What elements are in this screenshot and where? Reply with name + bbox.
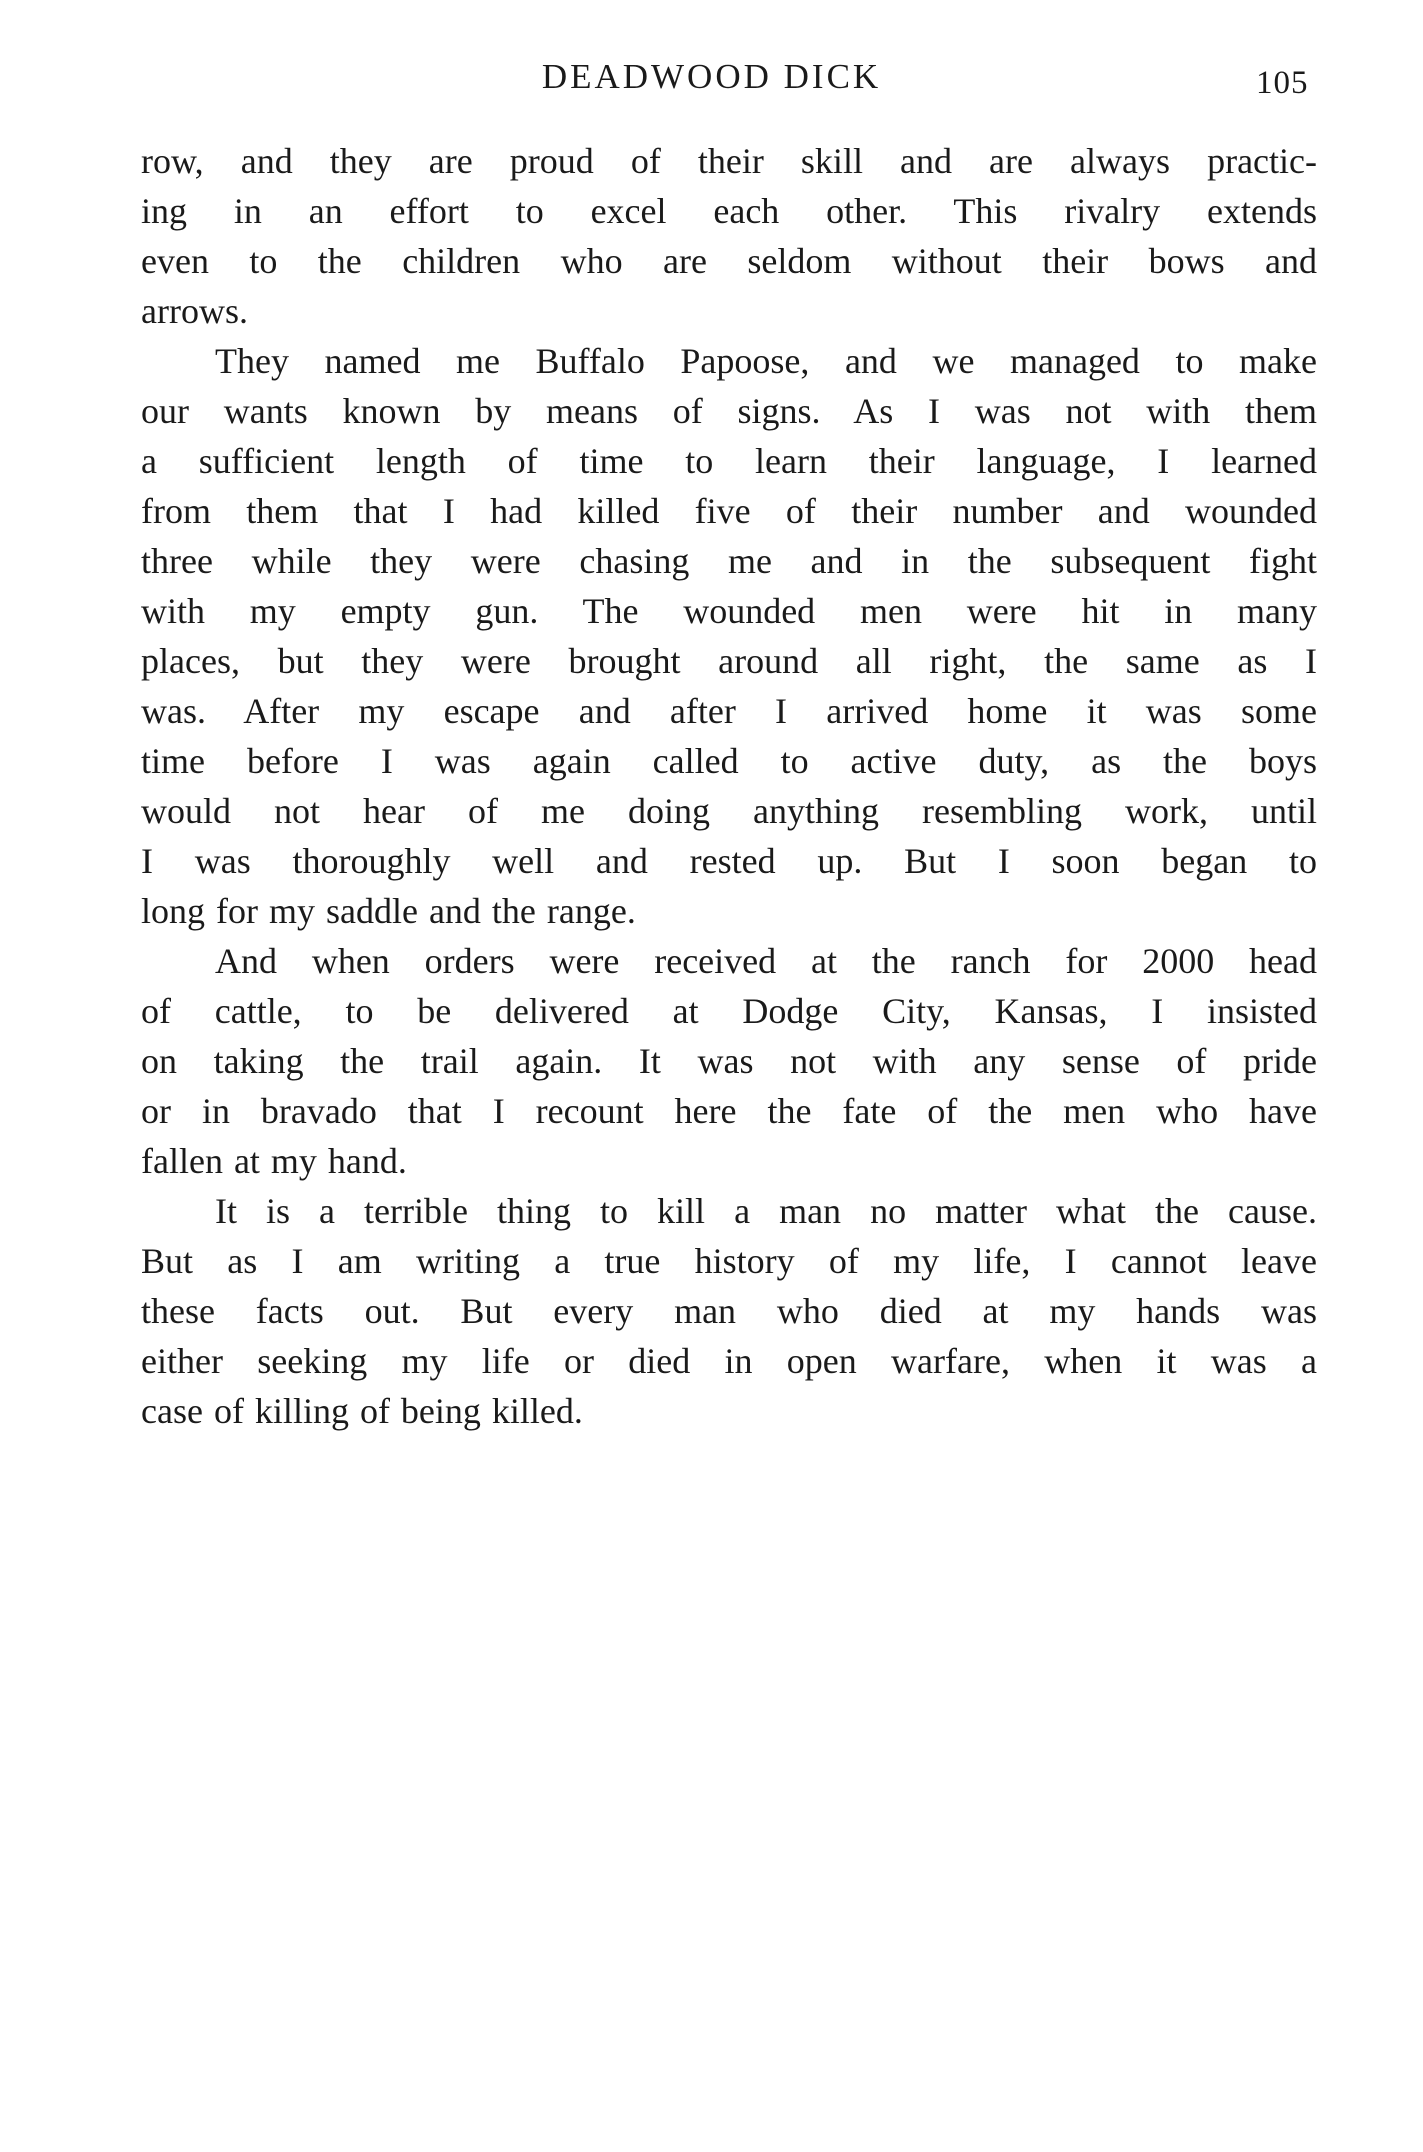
running-head — [0, 52, 1423, 102]
text-line: But as I am writing a true history of my life, I cannot leave — [141, 1241, 1317, 1281]
text-line: was. After my escape and after I arrived home it was some — [141, 691, 1317, 731]
text-line: And when orders were received at the ranch for 2000 head — [215, 941, 1317, 981]
paragraph-4 — [141, 1186, 1317, 1436]
text-line: They named me Buffalo Papoose, and we managed to make — [215, 341, 1317, 381]
text-line: a sufficient length of time to learn their language, I learned — [141, 441, 1317, 481]
text-line: It is a terrible thing to kill a man no matter what the cause. — [215, 1191, 1317, 1231]
paragraph-3 — [141, 936, 1317, 1186]
text-line: our wants known by means of signs. As I was not with them — [141, 391, 1317, 431]
text-line: either seeking my life or died in open warfare, when it was a — [141, 1341, 1317, 1381]
text-line: row, and they are proud of their skill and are always practic- — [141, 141, 1317, 181]
text-line: arrows. — [141, 291, 248, 331]
text-line: three while they were chasing me and in the subsequent fight — [141, 541, 1317, 581]
text-line: fallen at my hand. — [141, 1141, 407, 1181]
text-line: would not hear of me doing anything resembling work, until — [141, 791, 1317, 831]
text-line: on taking the trail again. It was not with any sense of pride — [141, 1041, 1317, 1081]
text-line: I was thoroughly well and rested up. But I soon began to — [141, 841, 1317, 881]
text-line: with my empty gun. The wounded men were hit in many — [141, 591, 1317, 631]
paragraph-1 — [141, 136, 1317, 336]
text-line: case of killing of being killed. — [141, 1391, 583, 1431]
page-number: 105 — [1256, 65, 1309, 101]
text-line: these facts out. But every man who died at my hands was — [141, 1291, 1317, 1331]
text-line: long for my saddle and the range. — [141, 891, 636, 931]
paragraph-2 — [141, 336, 1317, 936]
running-title: DEADWOOD DICK — [541, 57, 882, 96]
text-line: places, but they were brought around all right, the same as I — [141, 641, 1317, 681]
text-line: ing in an effort to excel each other. This rivalry extends — [141, 191, 1317, 231]
text-line: of cattle, to be delivered at Dodge City, Kansas, I insisted — [141, 991, 1317, 1031]
text-line: even to the children who are seldom without their bows and — [141, 241, 1317, 281]
text-line: or in bravado that I recount here the fate of the men who have — [141, 1091, 1317, 1131]
text-line: from them that I had killed five of their number and wounded — [141, 491, 1317, 531]
text-line: time before I was again called to active duty, as the boys — [141, 741, 1317, 781]
body-text — [141, 136, 1317, 1436]
